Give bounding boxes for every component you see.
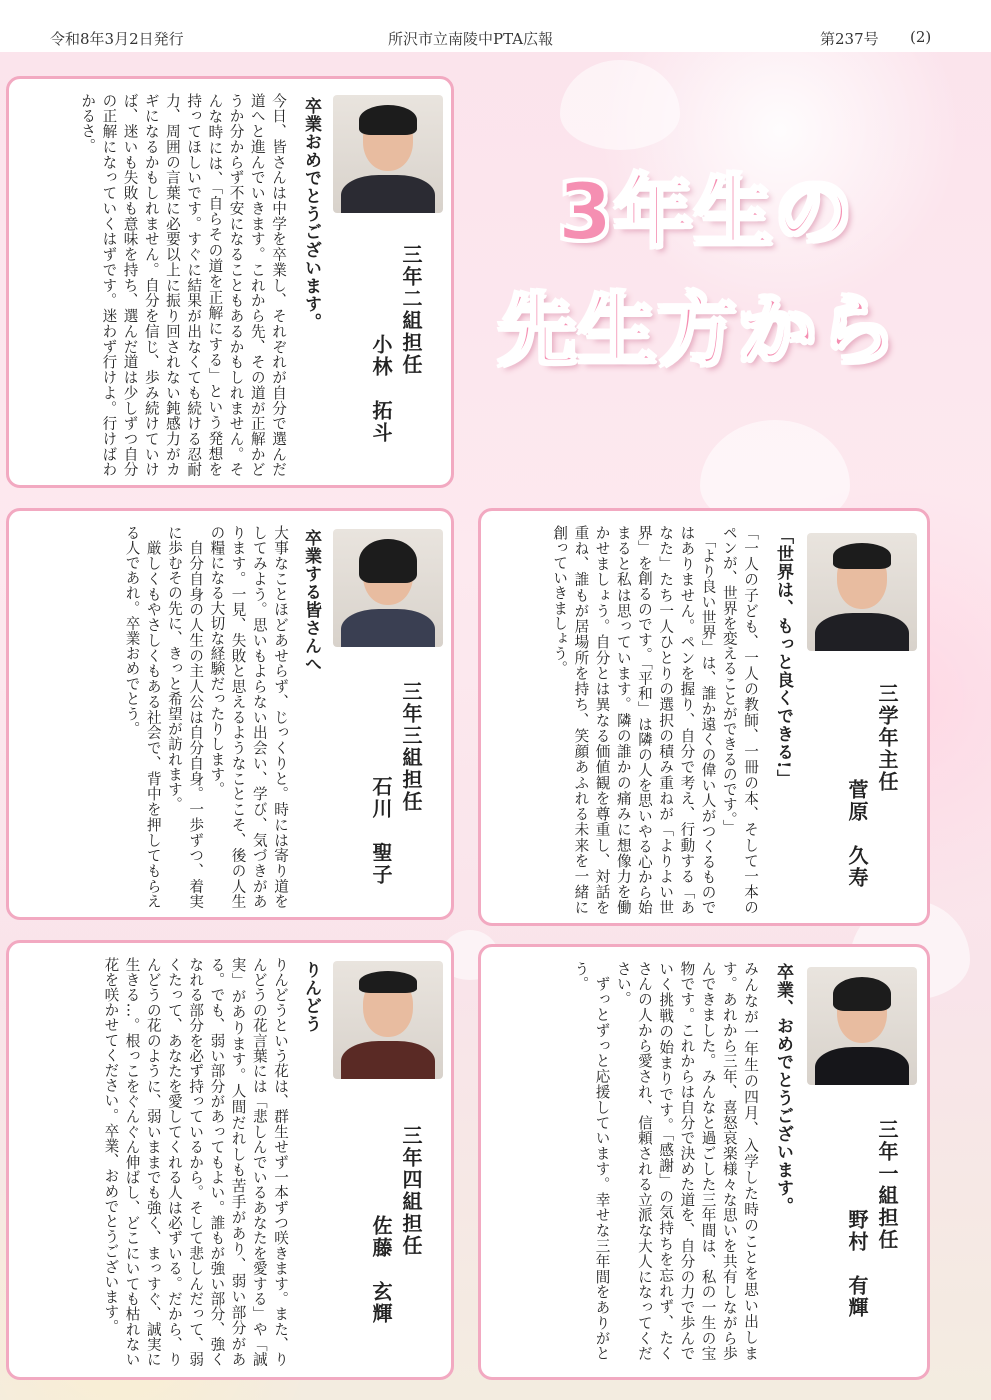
teacher-message-card [6,76,454,488]
message-body: みんなが一年生の四月、入学した時のことを思い出します。あれから三年、喜怒哀楽様々な思いを共有しながら歩んできました。みんなと過ごした三年間は、私の一生の宝物です。これからは自分で決めた道を、自分の力で歩んでいく挑戦の始まりです。「感謝」の気持ちを忘れず、たくさんの人から愛され、信頼される立派な大人になってください。 ずっとずっと応援しています。幸せな三年間をありがとう。 [572,961,759,1361]
message-body: りんどうという花は、群生せず一本ずつ咲きます。また、りんどうの花言葉には「悲しんでいるあなたを愛する」や「誠実」があります。人間だれしも苦手があり、弱い部分がある。でも、弱い部分があってもよい。誰もが強い部分、強くなれる部分を必ず持っているから。そして悲しんだって、弱くたって、あなたを愛してくれる人は必ずいる。だから、りんどうの花のように、弱いままでも強く、まっすぐ、誠実に生きる…。根っこをぐんぐん伸ばし、どこにいても枯れない花を咲かせてください。卒業、おめでとうございます。 [102,957,289,1367]
publication-title: 所沢市立南陵中PTA広報 [388,30,554,48]
teacher-role: 三学年主任 [875,683,899,793]
message-heading: 卒業おめでとうございます。 [301,97,321,331]
teacher-photo-icon [333,961,443,1079]
message-heading: 卒業する皆さんへ [301,529,321,673]
title-line-2: 先生方から [498,286,899,376]
message-body: 大事なことほどあせらず、じっくりと。時には寄り道をしてみよう。思いもよらない出会い、学び、気づきがあります。一見、失敗と思えるようなことこそ、後の人生の糧になる大切な経験だったりします。 自分自身の人生の主人公は自分自身。一歩ずつ、着実に歩むその先に、きっと希望が訪れます。 厳しくもやさしくもある社会で、背中を押してもらえる人であれ。卒業おめでとう。 [123,525,289,909]
teacher-photo-icon [807,533,917,651]
teacher-photo-icon [333,95,443,213]
message-heading: 「世界は、もっと良くできる!」 [773,527,793,788]
teacher-name: 石川 聖子 [369,776,393,886]
message-heading: 卒業、おめでとうございます。 [773,963,793,1215]
teacher-message-card [6,508,454,920]
message-heading: りんどう [301,961,321,1033]
message-body: 今日、皆さんは中学を卒業し、それぞれが自分で選んだ道へと進んでいきます。これから先、その道が正解かどうか分からず不安になることもあるかもしれません。そんな時には、「自らその道を正解にする」という発想を持ってほしいです。すぐに結果が出なくても続ける忍耐力、周囲の言葉に必要以上に振り回されない鈍感力がカギになるかもしれません。自分を信じ、歩み続けていけば、迷いも失敗も意味を持ち、選んだ道は少しずつ自分の正解になっていくはずです。迷わず行けよ。行けばわかるさ。 [79,93,287,477]
page-number: (2) [910,28,932,46]
teacher-name: 野村 有輝 [845,1209,869,1319]
teacher-photo-icon [333,529,443,647]
feature-title [498,150,918,400]
title-line-1: 3年生の [558,168,855,258]
teacher-role: 三年三組担任 [399,681,423,813]
teacher-name: 佐藤 玄輝 [369,1215,393,1325]
issue-date: 令和8年3月2日発行 [50,30,184,48]
teacher-photo-icon [807,967,917,1085]
teacher-message-card [478,944,930,1380]
page-header [0,0,991,52]
teacher-role: 三年一組担任 [875,1119,899,1251]
message-body: 「一人の子ども、一人の教師、一冊の本、そして一本のペンが、世界を変えることができるのです。」 「より良い世界」は、誰か遠くの偉い人がつくるものではありません。ペンを握り、自分で考え、行動する「あなた」たち一人ひとりの選択の積み重ねが「よりよい世界」を創るのです。「平和」は隣の人を思いやる心から始まると私は思っています。隣の誰かの痛みに想像力を働かせましょう。自分とは異なる価値観を尊重し、対話を重ね、誰もが居場所を持ち、笑顔あふれる未来を一緒に創っていきましょう。 [551,525,759,915]
blossom-decoration [560,60,680,150]
teacher-message-card [6,940,454,1380]
teacher-role: 三年四組担任 [399,1125,423,1257]
teacher-message-card [478,508,930,926]
teacher-role: 三年二組担任 [399,244,423,376]
teacher-name: 菅原 久寿 [845,779,869,889]
issue-number: 第237号 [820,30,879,48]
teacher-name: 小林 拓斗 [369,334,393,444]
